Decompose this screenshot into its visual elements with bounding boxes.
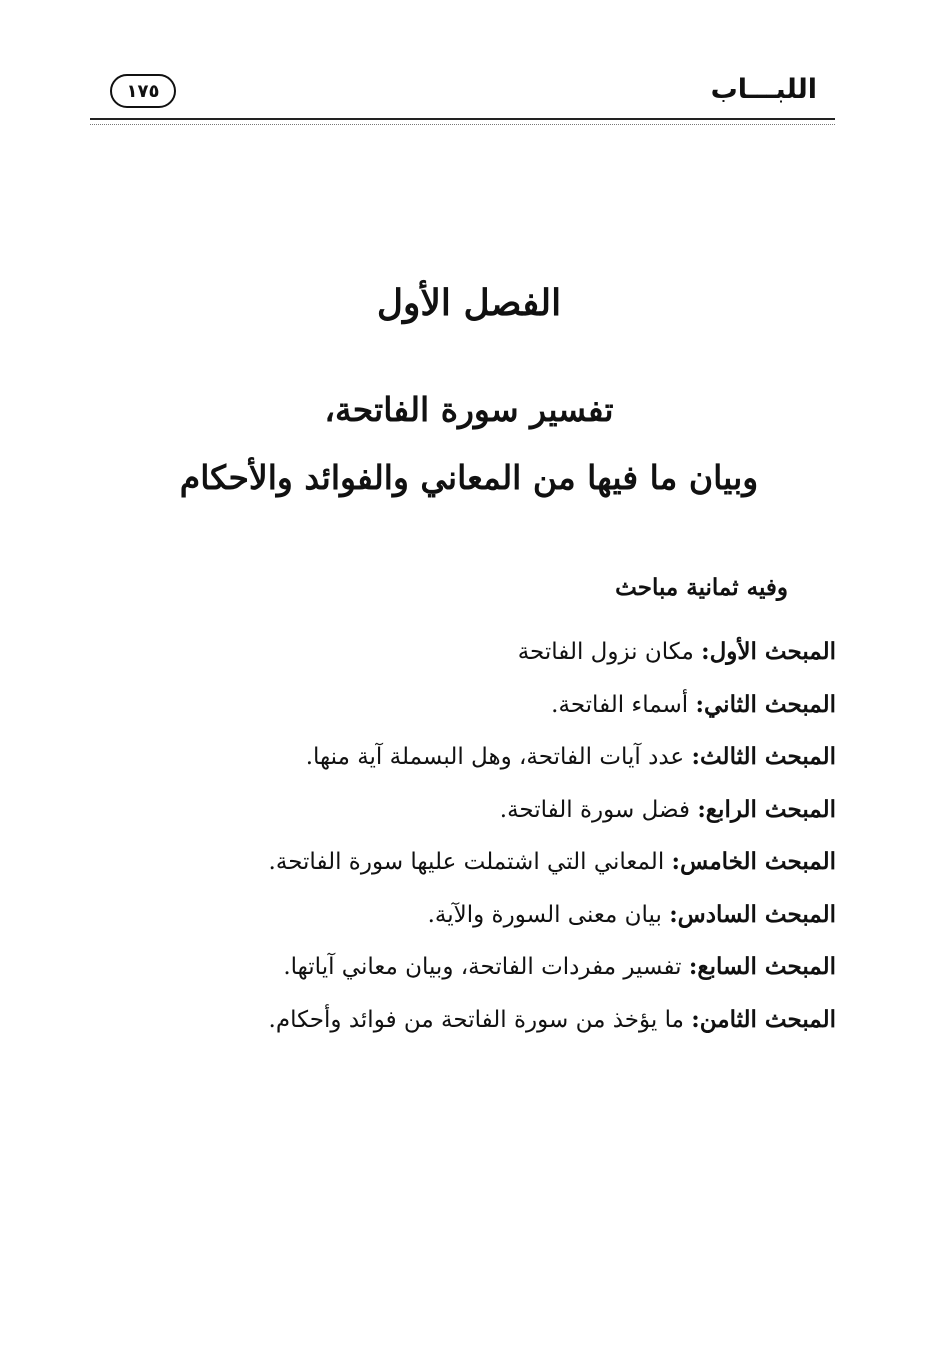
chapter-subtitle-line2: وبيان ما فيها من المعاني والفوائد والأحكام xyxy=(179,458,759,497)
section-text: فضل سورة الفاتحة. xyxy=(499,796,698,823)
section-text: بيان معنى السورة والآية. xyxy=(427,901,670,928)
section-text: أسماء الفاتحة. xyxy=(551,691,696,718)
running-title: اللبـــاب xyxy=(710,74,817,105)
section-text: ما يؤخذ من سورة الفاتحة من فوائد وأحكام. xyxy=(268,1006,692,1033)
section-item xyxy=(116,788,836,841)
section-text: عدد آيات الفاتحة، وهل البسملة آية منها. xyxy=(305,744,692,770)
section-item xyxy=(116,998,836,1051)
section-label: المبحث السادس: xyxy=(669,900,836,928)
chapter-subtitle-line1: تفسير سورة الفاتحة، xyxy=(324,390,614,429)
section-item xyxy=(116,683,836,736)
header-rule xyxy=(90,118,835,125)
section-label: المبحث الخامس: xyxy=(671,848,836,875)
section-label: المبحث الثاني: xyxy=(695,690,836,718)
page-header xyxy=(90,70,835,132)
section-text: تفسير مفردات الفاتحة، وبيان معاني آياتها. xyxy=(283,954,689,980)
section-item xyxy=(116,945,836,998)
section-label: المبحث الثامن: xyxy=(691,1005,836,1033)
section-text: مكان نزول الفاتحة xyxy=(517,639,702,665)
section-label: المبحث الرابع: xyxy=(697,795,836,823)
section-item xyxy=(116,630,836,683)
section-item xyxy=(116,735,836,788)
section-label: المبحث الأول: xyxy=(701,638,836,665)
section-text: المعاني التي اشتملت عليها سورة الفاتحة. xyxy=(268,849,672,875)
page-number: ١٧٥ xyxy=(110,74,176,108)
section-label: المبحث السابع: xyxy=(688,953,836,980)
section-label: المبحث الثالث: xyxy=(691,743,836,770)
section-item xyxy=(116,840,836,893)
section-item xyxy=(116,893,836,946)
intro-line: وفيه ثمانية مباحث xyxy=(615,574,788,601)
section-list xyxy=(116,630,836,1050)
chapter-title: الفصل الأول xyxy=(376,282,562,324)
